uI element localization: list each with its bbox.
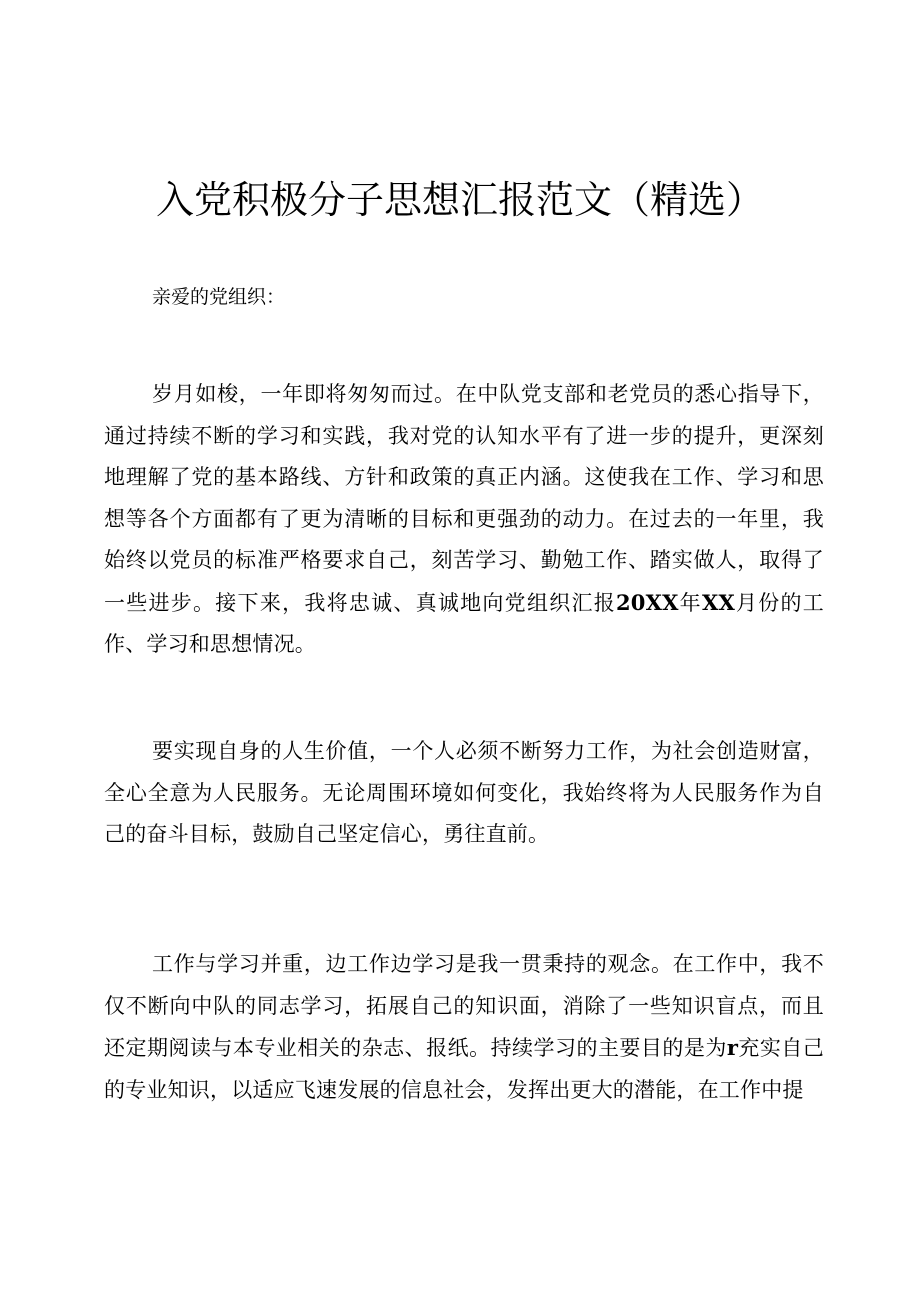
- salutation: 亲爱的党组织：: [152, 286, 286, 308]
- stray-glyph: r: [726, 1035, 739, 1060]
- paragraph-3-tail: 充实自己的专业知识，以适应飞速发展的信息社会，发挥出更大的潜能，在工作中提: [104, 1036, 824, 1102]
- document-title: 入党积极分子思想汇报范文（精选）: [155, 178, 764, 222]
- paragraph-1: [104, 374, 824, 666]
- paragraph-1-tail: 月份的工作、学习和思想情况。: [104, 590, 824, 656]
- report-year: 20XX: [616, 589, 679, 615]
- paragraph-3-text: 工作与学习并重，边工作边学习是我一贯秉持的观念。在工作中，我不仅不断向中队的同志学习，拓展自己的知识面，消除了一些知识盲点，而且还定期阅读与本专业相关的杂志、报纸。持续学习的主要目的是为: [104, 952, 824, 1060]
- report-month: XX: [701, 589, 735, 615]
- paragraph-3: [104, 944, 824, 1111]
- paragraph-2: 要实现自身的人生价值，一个人必须不断努力工作，为社会创造财富，全心全意为人民服务。无论周围环境如何变化，我始终将为人民服务作为自己的奋斗目标，鼓励自己坚定信心，勇往直前。: [104, 739, 824, 846]
- paragraph-1-text: 岁月如梭，一年即将匆匆而过。在中队党支部和老党员的悉心指导下，通过持续不断的学习和实践，我对党的认知水平有了进一步的提升，更深刻地理解了党的基本路线、方针和政策的真正内涵。这使我在工作、学习和思想等各个方面都有了更为清晰的目标和更强劲的动力。在过去的一年里，我始终以党员的标准严格要求自己，刻苦学习、勤勉工作、踏实做人，取得了一些进步。接下来，我将忠诚、真诚地向党组织汇报: [104, 382, 824, 615]
- year-suffix: 年: [678, 590, 702, 615]
